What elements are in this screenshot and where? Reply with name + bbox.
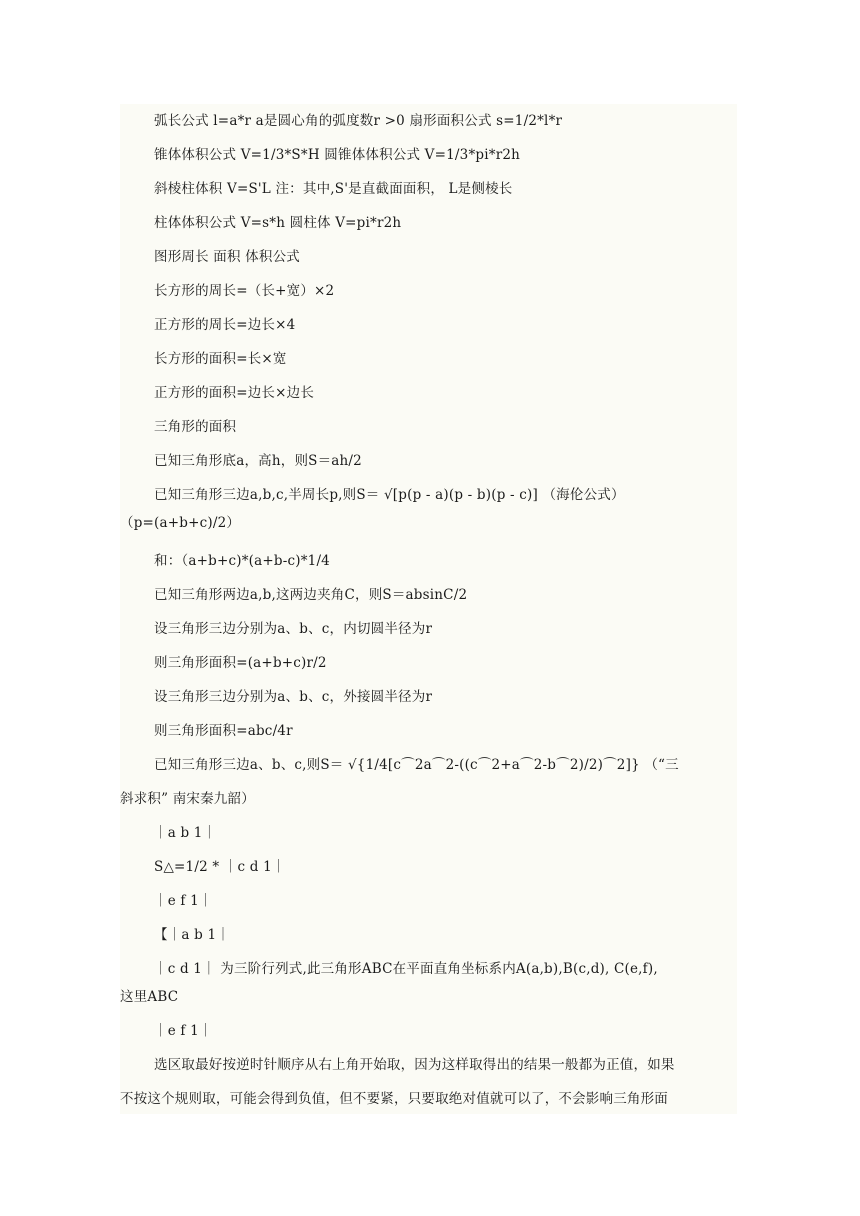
text-line-cone-volume: 锥体体积公式 V=1/3*S*H 圆锥体体积公式 V=1/3*pi*r2h [154,147,521,163]
text-line-two-sides-angle: 已知三角形两边a,b,这两边夹角C，则S＝absinC/2 [154,587,468,603]
text-line-determinant-explanation: ｜c d 1｜ 为三阶行列式,此三角形ABC在平面直角坐标系内A(a,b),B(c,d), C(e,f), [154,961,658,977]
text-line-square-area: 正方形的面积=边长×边长 [154,385,315,401]
text-line-determinant-row-3: ｜e f 1｜ [154,893,213,909]
text-line-square-perimeter: 正方形的周长=边长×4 [154,317,296,333]
text-line-bracket-row-1: 【｜a b 1｜ [154,927,230,943]
text-line-inscribed-area: 则三角形面积=(a+b+c)r/2 [154,655,327,671]
text-line-determinant-row-1: ｜a b 1｜ [154,825,217,841]
text-line-circumscribed-radius: 设三角形三边分别为a、b、c，外接圆半径为r [154,689,433,705]
text-line-bracket-row-3: ｜e f 1｜ [154,1023,213,1039]
text-line-oblique-prism: 斜棱柱体积 V=S'L 注：其中,S'是直截面面积， L是侧棱长 [154,181,513,197]
text-line-order-advice-cont: 不按这个规则取，可能会得到负值，但不要紧，只要取绝对值就可以了，不会影响三角形面 [120,1091,668,1107]
text-line-sum-form: 和：（a+b+c)*(a+b-c)*1/4 [154,553,330,569]
text-line-qin-formula: 已知三角形三边a、b、c,则S＝ √{1/4[c⌒2a⌒2-((c⌒2+a⌒2-b⌒2)/2)⌒2]} （“三 [154,757,679,773]
text-line-qin-source: 斜求积” 南宋秦九韶） [120,791,255,807]
text-line-determinant-row-2: S△=1/2 * ｜c d 1｜ [154,859,286,875]
text-line-section-heading: 图形周长 面积 体积公式 [154,249,300,265]
text-line-arc-length: 弧长公式 l=a*r a是圆心角的弧度数r >0 扇形面积公式 s=1/2*l*r [154,113,563,129]
text-line-heron-formula: 已知三角形三边a,b,c,半周长p,则S＝ √[p(p - a)(p - b)(p - c)] （海伦公式） [154,487,625,503]
text-line-rectangle-perimeter: 长方形的周长=（长+宽）×2 [154,283,335,299]
text-line-order-advice: 选区取最好按逆时针顺序从右上角开始取，因为这样取得出的结果一般都为正值，如果 [154,1057,675,1073]
text-line-abc-note: 这里ABC [120,989,179,1005]
text-line-inscribed-radius: 设三角形三边分别为a、b、c，内切圆半径为r [154,621,433,637]
text-line-base-height: 已知三角形底a，高h，则S＝ah/2 [154,453,362,469]
text-line-cylinder-volume: 柱体体积公式 V=s*h 圆柱体 V=pi*r2h [154,215,402,231]
text-line-triangle-area-heading: 三角形的面积 [154,419,237,435]
text-line-circumscribed-area: 则三角形面积=abc/4r [154,723,293,739]
text-line-half-perimeter: （p=(a+b+c)/2） [120,515,241,531]
text-line-rectangle-area: 长方形的面积=长×宽 [154,351,287,367]
